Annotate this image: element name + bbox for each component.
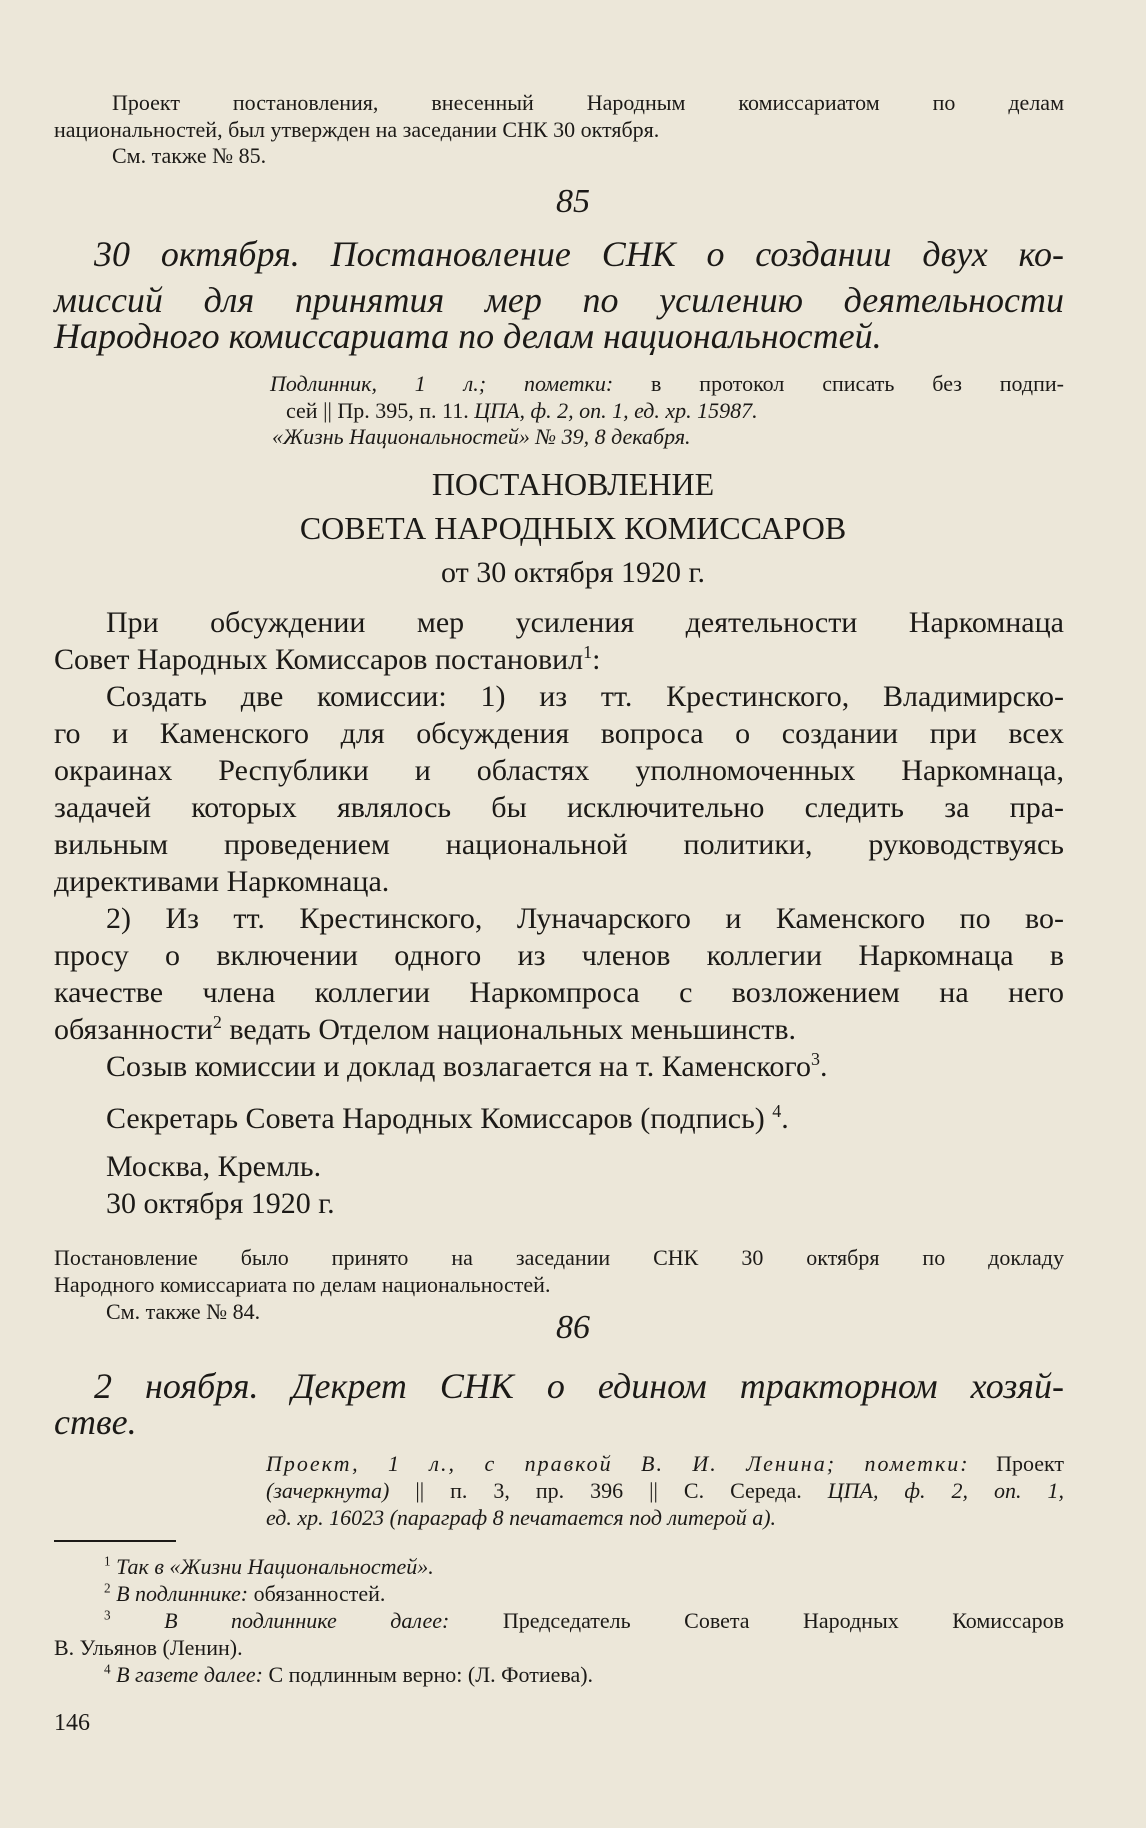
footnote-4	[104, 1661, 593, 1688]
footnote-3-cont: В. Ульянов (Ленин).	[54, 1635, 243, 1660]
doc86-heading-line2: стве.	[54, 1402, 137, 1442]
footnote-2	[104, 1580, 385, 1607]
doc86-source-line1	[266, 1450, 1064, 1477]
doc86-source-crossed: (зачеркнута)	[266, 1478, 390, 1503]
footnote-3	[104, 1607, 1064, 1634]
doc85-heading-line2: миссий для принятия мер по усилению деятельности	[54, 280, 1064, 320]
note84-see-also: См. также № 85.	[112, 143, 267, 168]
doc86-source-rest: Проект	[996, 1451, 1064, 1476]
footnote-4-label: В газете далее:	[116, 1662, 263, 1687]
body-line-5: окраинах Республики и областях уполномоченных Наркомнаца,	[54, 754, 1064, 787]
doc85-heading-line1: 30 октября. Постановление СНК о создании двух ко-	[94, 234, 1064, 274]
body-line-13-text: Созыв комиссии и доклад возлагается на т. Каменского	[106, 1050, 811, 1083]
body-line-2: Совет Народных Комиссаров постановил$^1$:	[54, 642, 601, 676]
doc85-heading-line3: Народного комиссариата по делам национальностей.	[54, 316, 882, 356]
doc86-source-line2	[266, 1477, 1064, 1504]
signature-text: Секретарь Совета Народных Комиссаров (подпись)	[106, 1102, 765, 1135]
doc85-source-line3: «Жизнь Национальностей» № 39, 8 декабря.	[272, 424, 691, 449]
doc85-title-line1: ПОСТАНОВЛЕНИЕ	[431, 466, 715, 502]
doc85-source-plain: сей || Пр. 395, п. 11.	[286, 398, 469, 423]
doc86-number: 86	[556, 1309, 590, 1346]
footnote-rule	[54, 1540, 176, 1542]
body-line-12	[54, 1011, 796, 1048]
page-number: 146	[54, 1710, 90, 1736]
body-line-9: 2) Из тт. Крестинского, Луначарского и Каменского по во-	[106, 902, 1064, 935]
doc85-number: 85	[556, 183, 590, 220]
doc85-source-archive: ЦПА, ф. 2, оп. 1, ед. хр. 15987.	[474, 398, 758, 423]
doc85-note-line2: Народного комиссариата по делам национальностей.	[54, 1272, 551, 1297]
body-line-8: директивами Наркомнаца.	[54, 865, 390, 898]
signature: Секретарь Совета Народных Комиссаров (подпись) $^4$.	[106, 1101, 789, 1135]
doc85-source-italic: Подлинник, 1 л.; пометки:	[270, 371, 614, 396]
footnote-2-mark: 2	[104, 1580, 111, 1596]
body-line-12-b: ведать Отделом национальных меньшинств.	[229, 1013, 796, 1046]
footnote-2-text: обязанностей.	[253, 1581, 386, 1606]
doc85-note-line1: Постановление было принято на заседании СНК 30 октября по докладу	[54, 1245, 1064, 1270]
body-line-4: го и Каменского для обсуждения вопроса о создании при всех	[54, 717, 1064, 750]
footnote-1	[104, 1553, 434, 1580]
doc85-title-date: от 30 октября 1920 г.	[441, 556, 705, 589]
doc86-source-plain: || п. 3, пр. 396 || С. Середа.	[415, 1478, 802, 1503]
body-line-7: вильным проведением национальной политики, руководствуясь	[54, 828, 1064, 861]
body-line-10: просу о включении одного из членов коллегии Наркомнаца в	[54, 939, 1064, 972]
doc85-see-also: См. также № 84.	[106, 1299, 261, 1324]
body-line-3: Создать две комиссии: 1) из тт. Крестинского, Владимирско-	[106, 680, 1064, 713]
footnote-ref-1: 1	[583, 642, 593, 662]
note84-line1: Проект постановления, внесенный Народным комиссариатом по делам	[112, 90, 1064, 115]
doc86-source-italic: Проект, 1 л., с правкой В. И. Ленина; пометки:	[266, 1451, 970, 1476]
footnote-2-label: В подлиннике:	[116, 1581, 249, 1606]
footnote-1-mark: 1	[104, 1553, 111, 1569]
footnote-ref-4: 4	[772, 1101, 782, 1121]
footnote-ref-3: 3	[810, 1049, 820, 1069]
footnote-3-label: В подлиннике далее:	[164, 1608, 450, 1633]
body-line-12-a: обязанности	[54, 1013, 213, 1046]
footnote-1-text: Так в «Жизни Национальностей».	[116, 1554, 434, 1579]
footnote-4-mark: 4	[104, 1661, 111, 1677]
footnote-3-text: Председатель Совета Народных Комиссаров	[502, 1608, 1065, 1633]
doc86-heading-line1: 2 ноября. Декрет СНК о едином тракторном хозяй-	[94, 1366, 1064, 1406]
body-line-13: Созыв комиссии и доклад возлагается на т. Каменского$^3$.	[106, 1049, 828, 1083]
doc-date: 30 октября 1920 г.	[106, 1187, 335, 1220]
doc85-source-line2	[286, 397, 758, 424]
body-line-11: качестве члена коллегии Наркомпроса с возложением на него	[54, 976, 1064, 1009]
note84-line2: национальностей, был утвержден на заседании СНК 30 октября.	[54, 117, 660, 142]
doc86-source-line3: ед. хр. 16023 (параграф 8 печатается под литерой а).	[266, 1505, 777, 1530]
footnote-3-mark: 3	[104, 1607, 111, 1623]
doc85-title-line2: СОВЕТА НАРОДНЫХ КОМИССАРОВ	[299, 510, 847, 546]
body-line-2-text: Совет Народных Комиссаров постановил	[54, 643, 584, 676]
place: Москва, Кремль.	[106, 1150, 322, 1183]
doc86-source-archive: ЦПА, ф. 2, оп. 1,	[827, 1478, 1065, 1503]
doc85-source-rest: в протокол списать без подпи-	[651, 371, 1064, 396]
body-line-1: При обсуждении мер усиления деятельности Наркомнаца	[106, 606, 1064, 639]
doc85-source-line1	[270, 370, 1064, 397]
footnote-4-text: С подлинным верно: (Л. Фотиева).	[268, 1662, 594, 1687]
body-line-6: задачей которых являлось бы исключительно следить за пра-	[54, 791, 1064, 824]
footnote-ref-2: 2	[212, 1012, 222, 1032]
